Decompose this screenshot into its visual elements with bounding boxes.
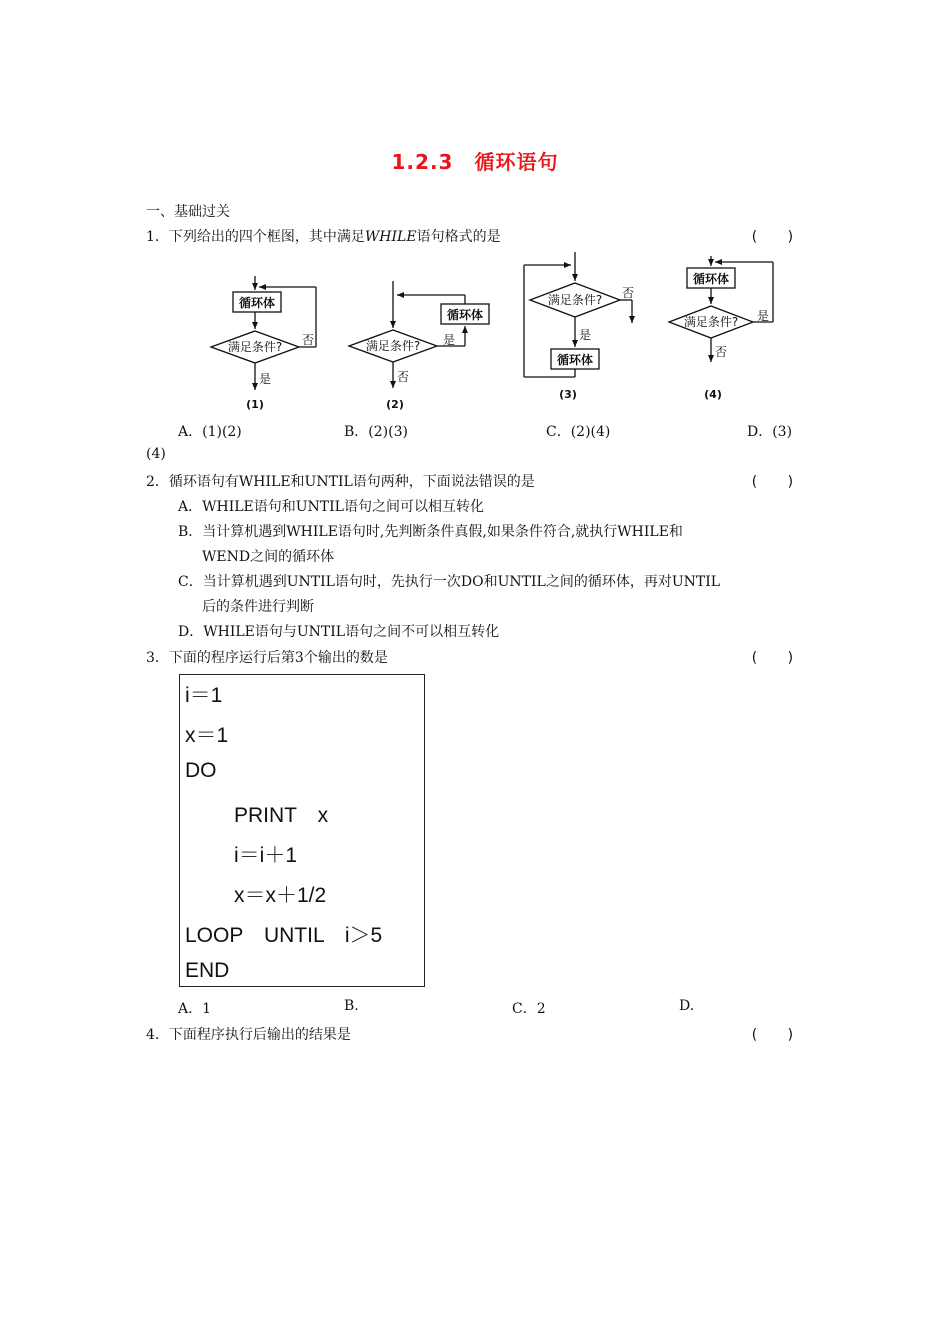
fc4-yes-label: 是 (757, 309, 770, 323)
fc1-body-label: 循环体 (238, 296, 276, 310)
q1-answer-paren: ( ) (750, 229, 795, 245)
fc2-no-label: 否 (397, 370, 410, 384)
code-line: LOOP UNTIL i＞5 (185, 924, 383, 947)
fc3-number: (3) (559, 388, 577, 401)
code-line: x＝1 (185, 724, 229, 747)
q3-option-c: C．2 (512, 1001, 546, 1017)
q1-option-c: C．(2)(4) (546, 424, 611, 440)
fc4-no-label: 否 (715, 345, 728, 359)
q3-option-a: A．1 (178, 1001, 212, 1017)
q3-option-d: D. (679, 998, 695, 1014)
q3-option-b: B. (344, 998, 359, 1014)
fc2-body-label: 循环体 (446, 308, 484, 322)
code-line: PRINT x (234, 804, 329, 827)
q1-option-b: B．(2)(3) (344, 424, 408, 440)
q2-option-c-line1: C．当计算机遇到UNTIL语句时，先执行一次DO和UNTIL之间的循环体，再对UNTIL (178, 574, 721, 590)
q1-option-d-wrap: (4) (146, 446, 166, 462)
fc2-yes-label: 是 (443, 333, 456, 347)
code-line: DO (185, 759, 217, 782)
section-heading: 一、基础过关 (146, 204, 230, 220)
q2-answer-paren: ( ) (750, 474, 795, 490)
fc3-body-label: 循环体 (556, 353, 594, 367)
fc2-number: (2) (386, 398, 404, 411)
fc3-cond-label: 满足条件? (547, 293, 603, 307)
q2-option-c-line2: 后的条件进行判断 (202, 599, 314, 615)
q2-option-d: D．WHILE语句与UNTIL语句之间不可以相互转化 (178, 624, 500, 640)
q2-option-b-line2: WEND之间的循环体 (202, 549, 335, 565)
q2-option-b-line1: B．当计算机遇到WHILE语句时,先判断条件真假,如果条件符合,就执行WHILE和 (178, 524, 683, 540)
fc1-no-label: 否 (302, 333, 315, 347)
fc1-number: (1) (246, 398, 264, 411)
fc1-cond-label: 满足条件? (227, 340, 283, 354)
fc4-body-label: 循环体 (692, 272, 730, 286)
q1-flowcharts (0, 0, 950, 420)
q3-stem: 3．下面的程序运行后第3个输出的数是 (146, 650, 388, 666)
fc3-yes-label: 是 (579, 328, 592, 342)
q3-answer-paren: ( ) (750, 650, 795, 666)
fc4-number: (4) (704, 388, 722, 401)
q3-program-box (179, 674, 425, 987)
code-line: END (185, 959, 230, 982)
fc1-yes-label: 是 (259, 372, 272, 386)
q2-option-a: A．WHILE语句和UNTIL语句之间可以相互转化 (178, 499, 484, 515)
q4-answer-paren: ( ) (750, 1027, 795, 1043)
q1-option-a: A．(1)(2) (178, 424, 242, 440)
fc2-cond-label: 满足条件? (365, 339, 421, 353)
q1-stem: 1．下列给出的四个框图，其中满足WHILE语句格式的是 (146, 229, 501, 245)
code-line: i＝i＋1 (234, 844, 298, 867)
q2-stem: 2．循环语句有WHILE和UNTIL语句两种，下面说法错误的是 (146, 474, 535, 490)
code-line: x＝x＋1/2 (234, 884, 327, 907)
page-title: 1.2.3 循环语句 (391, 150, 559, 174)
fc3-no-label: 否 (622, 286, 635, 300)
q4-stem: 4．下面程序执行后输出的结果是 (146, 1027, 351, 1043)
fc4-cond-label: 满足条件? (683, 315, 739, 329)
code-line: i＝1 (185, 684, 223, 707)
q1-option-d: D．(3) (747, 424, 793, 440)
flowchart-2 (349, 281, 489, 388)
